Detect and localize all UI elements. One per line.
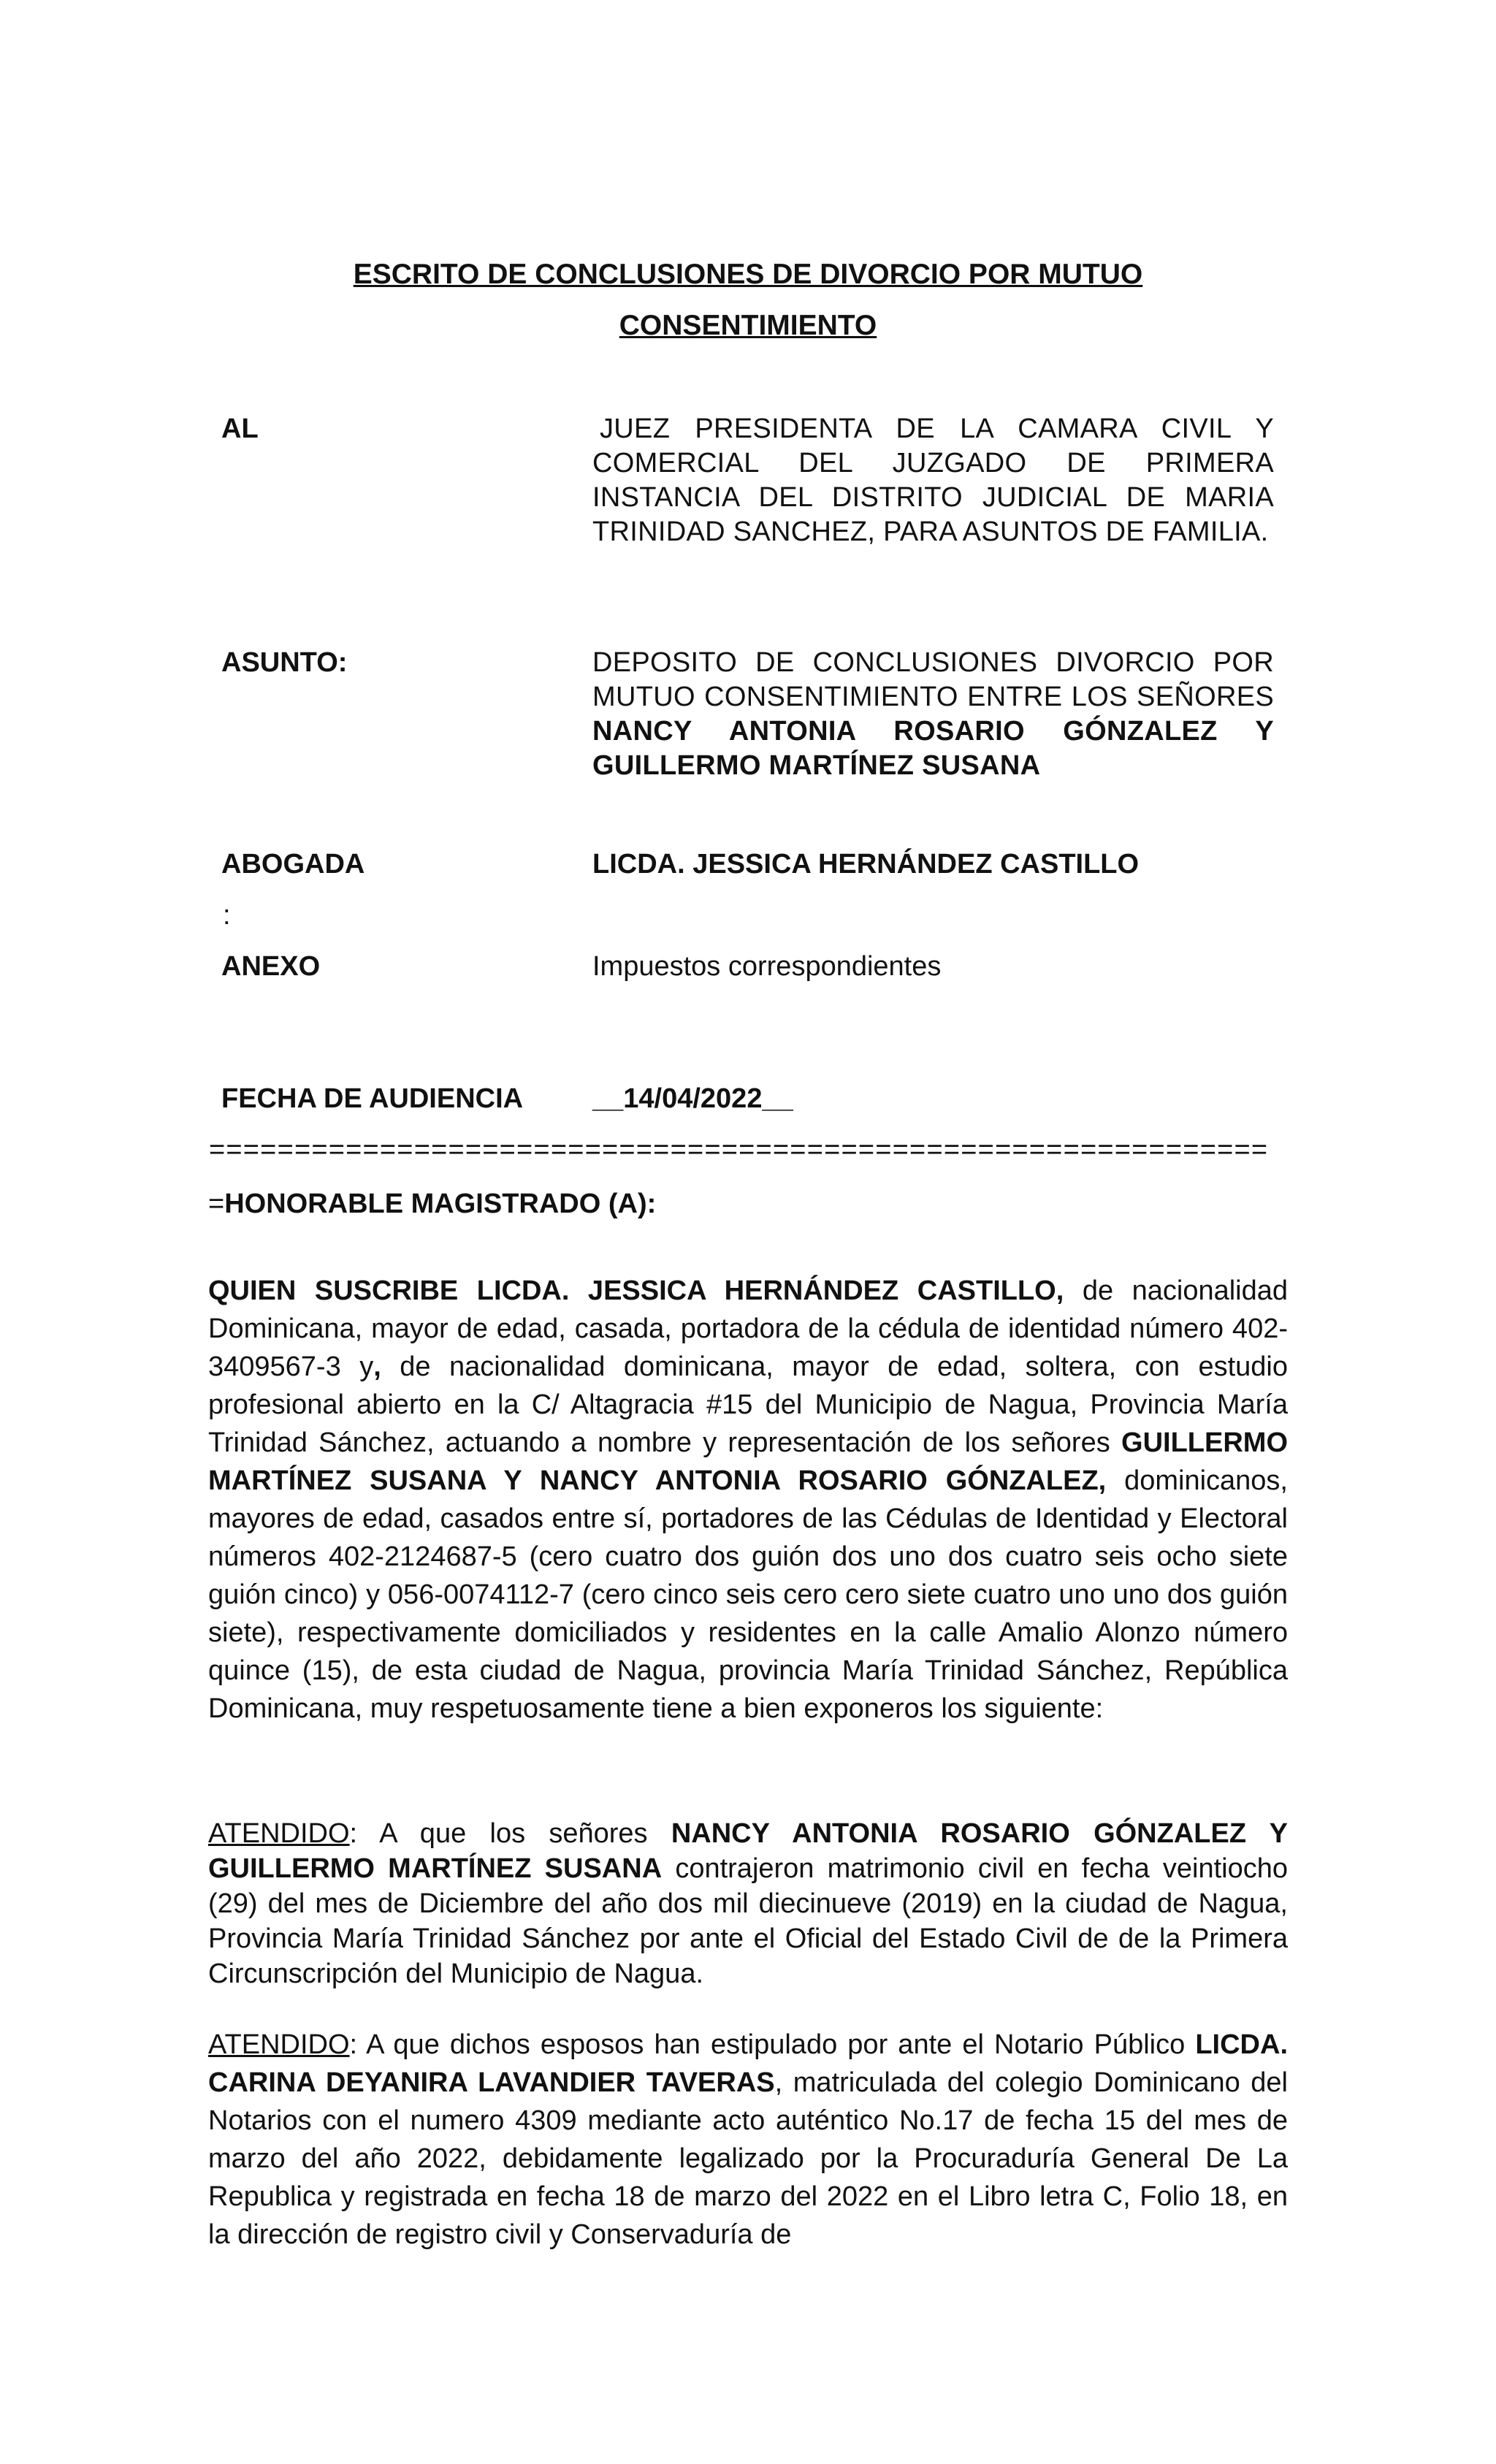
fecha-label: FECHA DE AUDIENCIA	[221, 1083, 524, 1114]
asunto-value	[592, 646, 1274, 783]
anexo-label: ANEXO	[221, 951, 321, 982]
salutation-text: HONORABLE MAGISTRADO (A):	[224, 1189, 657, 1219]
intro-comma: ,	[373, 1351, 381, 1382]
asunto-parties: NANCY ANTONIA ROSARIO GÓNZALEZ Y GUILLERMO MARTÍNEZ SUSANA	[592, 716, 1274, 781]
atendido-1-text-2: contrajeron matrimonio civil en fecha veintiocho (29) del mes de Diciembre del año dos mil diecinueve (2019) en la ciudad de Nagua, Provincia María Trinidad Sánchez por ante el Oficial del Estado Civil de de la Primera Circunscripción del Municipio de Nagua.	[208, 1853, 1288, 1989]
intro-signer: QUIEN SUSCRIBE LICDA. JESSICA HERNÁNDEZ CASTILLO,	[208, 1275, 1064, 1306]
document-title-line2: CONSENTIMIENTO	[619, 310, 877, 341]
salutation-prefix: =	[208, 1189, 225, 1219]
abogada-value: LICDA. JESSICA HERNÁNDEZ CASTILLO	[592, 849, 1140, 880]
salutation	[208, 1185, 1288, 1223]
atendido-2-text-1: : A que dichos esposos han estipulado por ante el Notario Público	[349, 2029, 1196, 2060]
al-label: AL	[221, 413, 259, 444]
document-title-line1: ESCRITO DE CONCLUSIONES DE DIVORCIO POR MUTUO	[353, 259, 1143, 290]
intro-paragraph	[208, 1272, 1288, 1728]
fecha-value: __14/04/2022__	[592, 1083, 793, 1114]
atendido-2-notary: LICDA. CARINA DEYANIRA LAVANDIER TAVERAS	[208, 2029, 1288, 2098]
asunto-label: ASUNTO:	[221, 647, 348, 678]
atendido-1-label: ATENDIDO	[208, 1818, 350, 1849]
abogada-colon: :	[223, 900, 231, 931]
intro-text-3: dominicanos, mayores de edad, casados entre sí, portadores de las Cédulas de Identidad y Electoral números 402-2124687-5 (cero cuatro dos guión dos uno dos cuatro seis ocho siete guión cinco) y 056-0074112-7 (cero cinco seis cero cero siete cuatro uno uno dos guión siete), respectivamente domiciliados y residentes en la calle Amalio Alonzo número quince (15), de esta ciudad de Nagua, provincia María Trinidad Sánchez, República Dominicana, muy respetuosamente tiene a bien exponeros los siguiente:	[208, 1465, 1288, 1724]
atendido-2-label: ATENDIDO	[208, 2029, 350, 2060]
abogada-label: ABOGADA	[221, 849, 365, 880]
atendido-1-text-1: : A que los señores	[349, 1818, 671, 1849]
separator-line: ==============================================================	[209, 1134, 1269, 1165]
atendido-paragraph-1	[208, 1816, 1288, 1991]
asunto-text: DEPOSITO DE CONCLUSIONES DIVORCIO POR MUTUO CONSENTIMIENTO ENTRE LOS SEÑORES	[592, 647, 1274, 712]
intro-parties: GUILLERMO MARTÍNEZ SUSANA Y NANCY ANTONIA ROSARIO GÓNZALEZ,	[208, 1427, 1288, 1496]
atendido-paragraph-2	[208, 2026, 1288, 2254]
intro-text-1: de nacionalidad Dominicana, mayor de edad, casada, portadora de la cédula de identidad número 402-3409567-3 y	[208, 1275, 1289, 1382]
intro-text-2: de nacionalidad dominicana, mayor de edad, soltera, con estudio profesional abierto en la C/ Altagracia #15 del Municipio de Nagua, Provincia María Trinidad Sánchez, actuando a nombre y representación de los señores	[208, 1351, 1288, 1458]
al-value: JUEZ PRESIDENTA DE LA CAMARA CIVIL Y COMERCIAL DEL JUZGADO DE PRIMERA INSTANCIA DEL DISTRITO JUDICIAL DE MARIA TRINIDAD SANCHEZ, PARA ASUNTOS DE FAMILIA.	[592, 413, 1274, 547]
atendido-1-parties: NANCY ANTONIA ROSARIO GÓNZALEZ Y GUILLERMO MARTÍNEZ SUSANA	[208, 1818, 1288, 1884]
atendido-2-text-2: , matriculada del colegio Dominicano del Notarios con el numero 4309 mediante acto auténtico No.17 de fecha 15 del mes de marzo del año 2022, debidamente legalizado por la Procuraduría General De La Republica y registrada en fecha 18 de marzo del 2022 en el Libro letra C, Folio 18, en la dirección de registro civil y Conservaduría de	[208, 2067, 1289, 2250]
anexo-value: Impuestos correspondientes	[592, 951, 942, 982]
